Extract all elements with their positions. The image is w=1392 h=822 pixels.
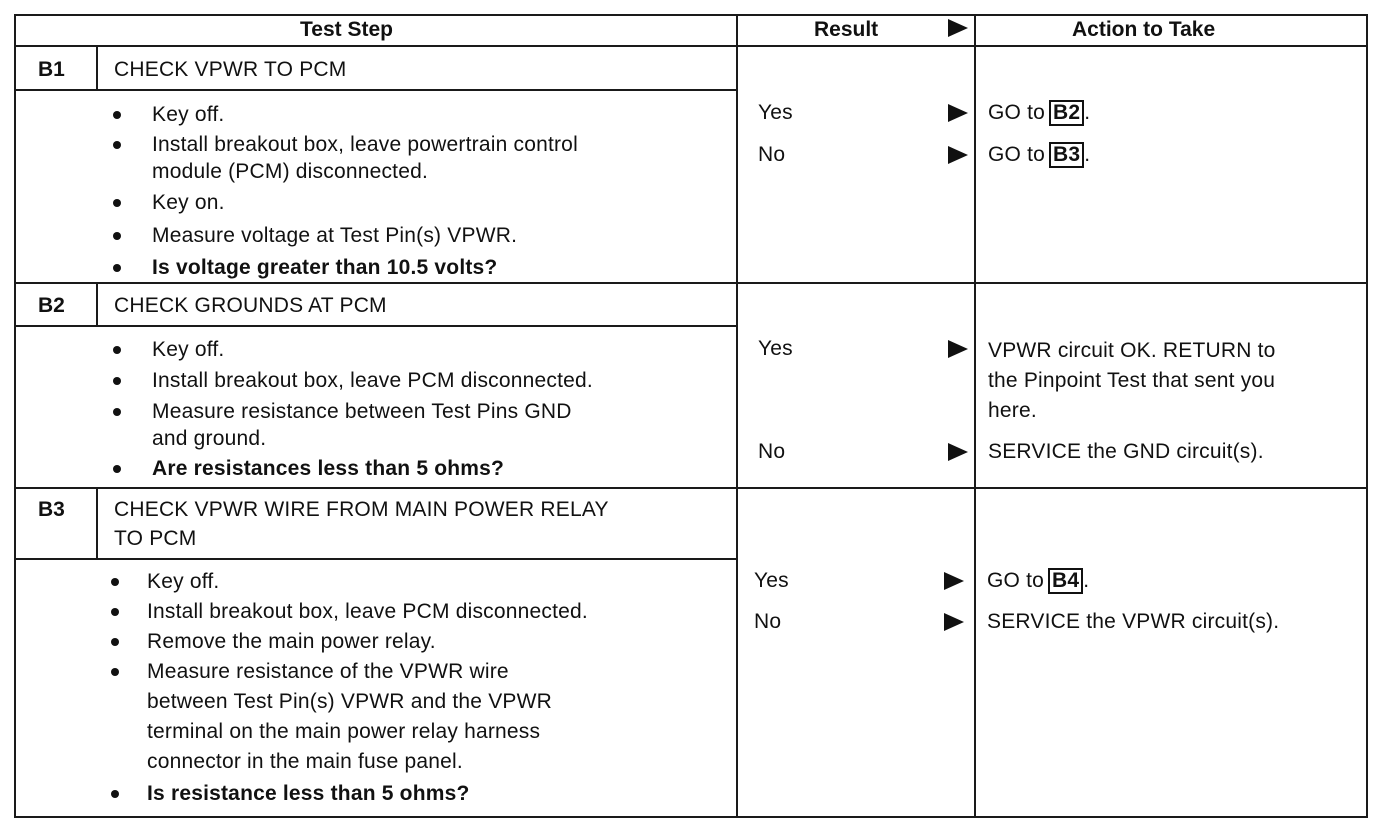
bullet-icon	[113, 141, 121, 149]
b1-bullet-2-cont: module (PCM) disconnected.	[152, 160, 428, 183]
step-ref-b2[interactable]: B2	[1049, 100, 1084, 126]
b2-bullet-3-cont: and ground.	[152, 427, 267, 450]
step-id-b2: B2	[38, 294, 65, 317]
bullet-icon	[111, 608, 119, 616]
b1-question: Is voltage greater than 10.5 volts?	[152, 256, 498, 279]
table-bottom-border	[14, 816, 1368, 818]
row-divider-b2-b3	[14, 487, 1368, 489]
action-prefix: GO to	[988, 143, 1046, 166]
header-test-step: Test Step	[300, 18, 393, 41]
b1-bullet-4: Measure voltage at Test Pin(s) VPWR.	[152, 224, 518, 247]
arrow-icon	[944, 572, 964, 590]
table-left-border	[14, 14, 16, 818]
b1-title-underline	[14, 89, 738, 91]
b2-action-yes-line3: here.	[988, 399, 1037, 422]
b1-result-yes: Yes	[758, 101, 793, 124]
bullet-icon	[111, 578, 119, 586]
bullet-icon	[113, 199, 121, 207]
b3-result-yes: Yes	[754, 569, 789, 592]
arrow-icon	[948, 146, 968, 164]
bullet-icon	[113, 346, 121, 354]
bullet-icon	[113, 111, 121, 119]
b3-title-underline	[14, 558, 738, 560]
divider-step-result	[736, 14, 738, 818]
b3-action-yes	[987, 566, 1089, 596]
b2-bullet-2: Install breakout box, leave PCM disconnected.	[152, 369, 593, 392]
bullet-icon	[111, 668, 119, 676]
divider-result-action	[974, 14, 976, 818]
b3-question: Is resistance less than 5 ohms?	[147, 782, 470, 805]
b2-bullet-3: Measure resistance between Test Pins GND	[152, 400, 572, 423]
bullet-icon	[113, 264, 121, 272]
b1-bullet-3: Key on.	[152, 191, 225, 214]
step-ref-b4[interactable]: B4	[1048, 568, 1083, 594]
b2-action-no: SERVICE the GND circuit(s).	[988, 440, 1264, 463]
b3-bullet-4: Measure resistance of the VPWR wire	[147, 660, 509, 683]
b1-action-no	[988, 140, 1090, 170]
action-suffix: .	[1084, 101, 1091, 124]
b2-result-yes: Yes	[758, 337, 793, 360]
b1-action-yes	[988, 98, 1090, 128]
b3-bullet-4-cont2: terminal on the main power relay harness	[147, 720, 541, 743]
step-title-b2: CHECK GROUNDS AT PCM	[114, 294, 387, 317]
b2-action-yes-line1: VPWR circuit OK. RETURN to	[988, 339, 1276, 362]
b3-id-divider	[96, 488, 98, 560]
arrow-icon	[944, 613, 964, 631]
b3-bullet-1: Key off.	[147, 570, 220, 593]
action-prefix: GO to	[988, 101, 1046, 124]
bullet-icon	[113, 232, 121, 240]
action-prefix: GO to	[987, 569, 1045, 592]
b2-id-divider	[96, 283, 98, 327]
bullet-icon	[113, 408, 121, 416]
action-suffix: .	[1083, 569, 1090, 592]
bullet-icon	[111, 790, 119, 798]
b2-action-yes-line2: the Pinpoint Test that sent you	[988, 369, 1276, 392]
header-divider	[14, 45, 1368, 47]
b3-bullet-3: Remove the main power relay.	[147, 630, 436, 653]
b3-bullet-2: Install breakout box, leave PCM disconnected.	[147, 600, 588, 623]
bullet-icon	[111, 638, 119, 646]
b2-question: Are resistances less than 5 ohms?	[152, 457, 505, 480]
arrow-icon	[948, 340, 968, 358]
action-suffix: .	[1084, 143, 1091, 166]
b1-result-no: No	[758, 143, 786, 166]
b2-title-underline	[14, 325, 738, 327]
b1-bullet-2: Install breakout box, leave powertrain control	[152, 133, 578, 156]
header-action: Action to Take	[1072, 18, 1216, 41]
header-result: Result	[814, 18, 879, 41]
step-id-b3: B3	[38, 498, 65, 521]
step-ref-b3[interactable]: B3	[1049, 142, 1084, 168]
b3-bullet-4-cont3: connector in the main fuse panel.	[147, 750, 463, 773]
step-title-b1: CHECK VPWR TO PCM	[114, 58, 347, 81]
row-divider-b1-b2	[14, 282, 1368, 284]
b2-bullet-1: Key off.	[152, 338, 225, 361]
step-title-b3: CHECK VPWR WIRE FROM MAIN POWER RELAY	[114, 498, 609, 521]
b1-id-divider	[96, 46, 98, 91]
arrow-icon	[948, 104, 968, 122]
header-arrow-icon	[948, 19, 968, 37]
b3-result-no: No	[754, 610, 782, 633]
step-title-b3-cont: TO PCM	[114, 527, 197, 550]
table-right-border	[1366, 14, 1368, 818]
arrow-icon	[948, 443, 968, 461]
bullet-icon	[113, 377, 121, 385]
b3-action-no: SERVICE the VPWR circuit(s).	[987, 610, 1280, 633]
b1-bullet-1: Key off.	[152, 103, 225, 126]
b3-bullet-4-cont1: between Test Pin(s) VPWR and the VPWR	[147, 690, 553, 713]
bullet-icon	[113, 465, 121, 473]
step-id-b1: B1	[38, 58, 65, 81]
b2-result-no: No	[758, 440, 786, 463]
